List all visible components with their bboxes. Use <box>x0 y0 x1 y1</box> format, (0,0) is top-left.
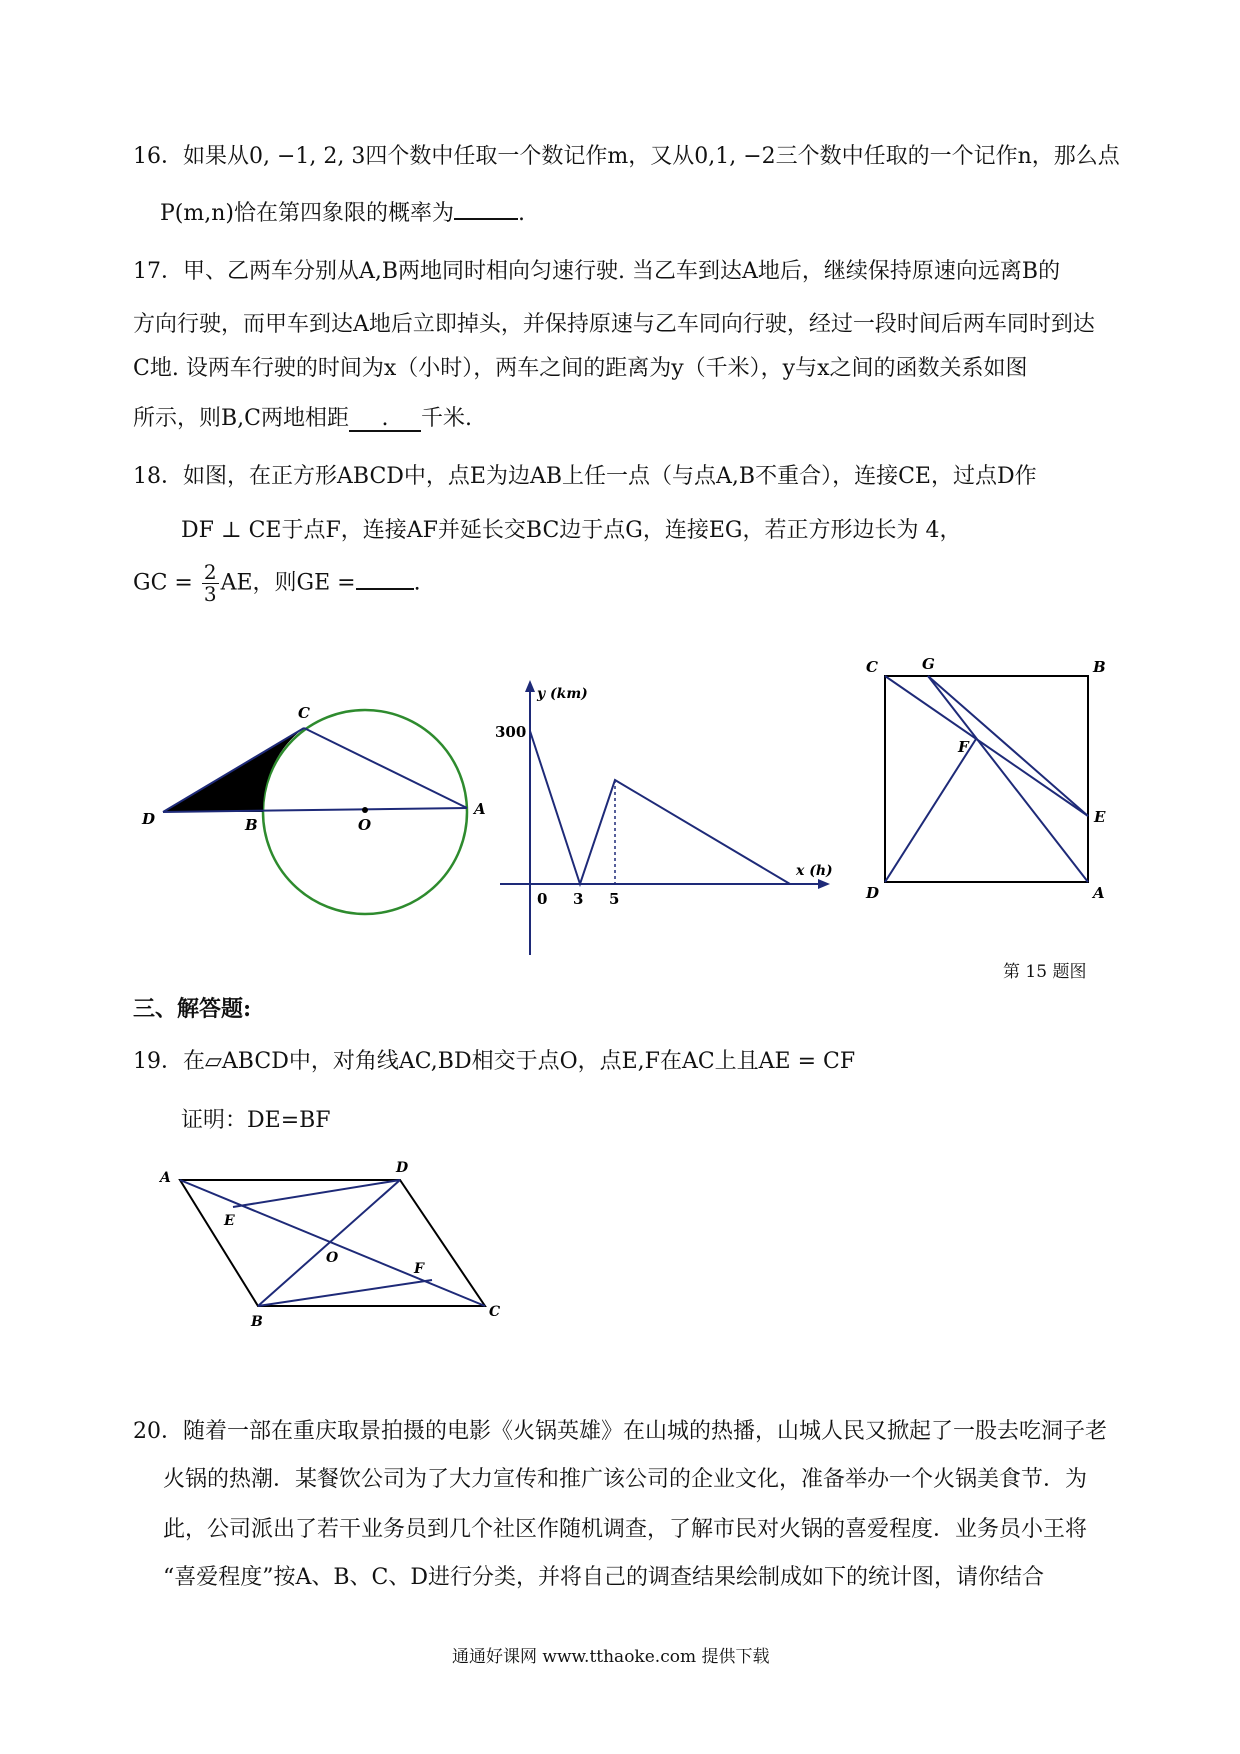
segment-ga <box>928 676 1088 882</box>
label-c-circle: C <box>298 704 310 722</box>
parallelogram-figure <box>158 1160 500 1330</box>
q18-end: . <box>413 570 421 596</box>
label-f-square: F <box>958 738 969 756</box>
segment-ce <box>885 676 1088 816</box>
q20-line-3: 此，公司派出了若干业务员到几个社区作随机调查，了解市民对火锅的喜爱程度．业务员小王将 <box>163 1517 1088 1542</box>
label-e-para: E <box>224 1213 235 1229</box>
q17-line-2: 方向行驶，而甲车到达A地后立即掉头，并保持原速与乙车同向行驶，经过一段时间后两车同时到达 <box>133 312 1095 337</box>
label-d-para: D <box>396 1160 409 1176</box>
q18-fraction-numerator: 2 <box>203 560 217 584</box>
label-d-circle: D <box>142 810 156 828</box>
segment-ge <box>928 676 1088 816</box>
diagonal-ac <box>180 1180 485 1306</box>
figure-caption: 第 15 题图 <box>1003 962 1087 982</box>
q17-line-4-post: 千米. <box>421 406 472 431</box>
label-b-square: B <box>1093 658 1106 676</box>
q17-answer-blank: . <box>349 408 421 432</box>
q17-line-4-text: 所示，则B,C两地相距 <box>133 406 349 431</box>
label-f-para: F <box>414 1261 424 1277</box>
label-g-square: G <box>922 655 935 673</box>
square-figure <box>865 655 1106 902</box>
q20-line-4: “喜爱程度”按A、B、C、D进行分类，并将自己的调查结果绘制成如下的统计图，请你结合 <box>163 1565 1045 1590</box>
q17-line-1: 17．甲、乙两车分别从A,B两地同时相向匀速行驶. 当乙车到达A地后，继续保持原速向远离B的 <box>133 259 1061 284</box>
q18-line-2: DF ⊥ CE于点F，连接AF并延长交BC边于点G，连接EG，若正方形边长为 4， <box>181 518 962 543</box>
q16-end: . <box>518 201 525 226</box>
x-axis-arrow <box>818 879 830 889</box>
label-e-square: E <box>1094 808 1106 826</box>
label-c-para: C <box>489 1304 501 1320</box>
label-a-para: A <box>160 1170 171 1186</box>
label-d-square: D <box>866 884 880 902</box>
label-c-square: C <box>866 658 878 676</box>
tick-3: 3 <box>573 890 584 908</box>
segment-df <box>885 739 976 882</box>
distance-time-graph <box>495 680 833 955</box>
q19-line-2: 证明：DE=BF <box>181 1108 331 1133</box>
q19-line-1: 19．在▱ABCD中，对角线AC,BD相交于点O，点E,F在AC上且AE = CF <box>133 1049 856 1074</box>
q18-line-1: 18．如图，在正方形ABCD中，点E为边AB上任一点（与点A,B不重合），连接CE，过点D作 <box>133 464 1037 489</box>
q18-gc-label: GC = <box>133 570 193 596</box>
square-abcd <box>885 676 1088 882</box>
q17-line-3: C地. 设两车行驶的时间为x（小时），两车之间的距离为y（千米），y与x之间的函数关系如图 <box>133 356 1028 381</box>
tick-5: 5 <box>609 890 620 908</box>
label-b-para: B <box>251 1314 263 1330</box>
graph-line <box>530 731 790 884</box>
label-a-circle: A <box>474 800 486 818</box>
q20-line-1: 20．随着一部在重庆取景拍摄的电影《火锅英雄》在山城的热播，山城人民又掀起了一股去吃洞子老 <box>133 1419 1107 1444</box>
q16-line-2-text: P(m,n)恰在第四象限的概率为 <box>160 201 454 226</box>
label-o-circle: O <box>358 816 372 834</box>
label-b-circle: B <box>245 816 258 834</box>
y-axis-label: y (km) <box>537 686 588 702</box>
circle-figure <box>141 704 486 914</box>
tick-300: 300 <box>495 723 527 741</box>
center-o-dot <box>362 807 368 813</box>
page-footer: 通通好课网 www.tthaoke.com 提供下载 <box>452 1647 770 1667</box>
q20-line-2: 火锅的热潮．某餐饮公司为了大力宣传和推广该公司的企业文化，准备举办一个火锅美食节．为 <box>163 1467 1088 1492</box>
q18-line-3-post: AE，则GE = <box>220 570 356 596</box>
q18-fraction-denominator: 3 <box>203 582 217 606</box>
segment-ca <box>304 728 467 808</box>
label-a-square: A <box>1093 884 1105 902</box>
section-3-title: 三、解答题: <box>133 996 252 1022</box>
tick-0: 0 <box>537 890 548 908</box>
x-axis-label: x (h) <box>796 863 833 879</box>
q16-line-1: 16．如果从0, −1, 2, 3四个数中任取一个数记作m，又从0,1, −2三个数中任取的一个记作n，那么点 <box>133 144 1120 169</box>
y-axis-arrow <box>525 680 535 692</box>
label-o-para: O <box>326 1250 339 1266</box>
